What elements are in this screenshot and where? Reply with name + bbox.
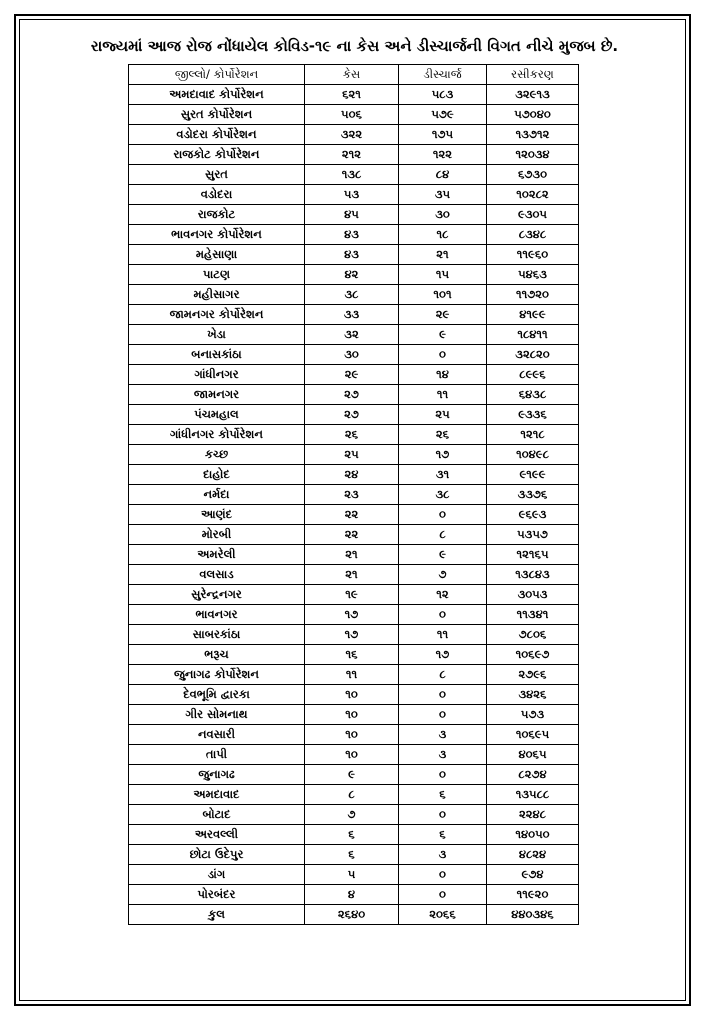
cell-cases: ૨૭ (305, 385, 399, 405)
cell-cases: ૧૯ (305, 585, 399, 605)
cell-cases: ૪૨ (305, 265, 399, 285)
table-row (129, 645, 579, 665)
cell-cases: ૨૪ (305, 465, 399, 485)
table-row (129, 785, 579, 805)
cell-district: મહેસાણા (129, 245, 305, 265)
table-row (129, 245, 579, 265)
table-row (129, 385, 579, 405)
table-row (129, 725, 579, 745)
cell-cases: ૨૬ (305, 425, 399, 445)
cell-cases: ૨૭ (305, 405, 399, 425)
cell-district: વલસાડ (129, 565, 305, 585)
cell-cases: ૨૬૪૦ (305, 905, 399, 925)
cell-vaccination: ૫૩૫૭ (487, 525, 579, 545)
cell-discharge: ૯ (399, 325, 487, 345)
cell-district: છોટા ઉદેપુર (129, 845, 305, 865)
cell-discharge: ૩ (399, 745, 487, 765)
cell-discharge: ૧૨૨ (399, 145, 487, 165)
cell-district: તાપી (129, 745, 305, 765)
cell-vaccination: ૧૨૦૩૪ (487, 145, 579, 165)
cell-district: જામનગર (129, 385, 305, 405)
table-row (129, 885, 579, 905)
cell-discharge: ૦ (399, 505, 487, 525)
cell-discharge: ૬ (399, 825, 487, 845)
cell-discharge: ૧૧ (399, 625, 487, 645)
cell-vaccination: ૮૩૪૮ (487, 225, 579, 245)
cell-vaccination: ૪૦૬૫ (487, 745, 579, 765)
cell-vaccination: ૨૨૪૮ (487, 805, 579, 825)
cell-cases: ૪ (305, 885, 399, 905)
report-title: રાજ્યમાં આજ રોજ નોંધાયેલ કોવિડ-૧૯ ના કેસ અને ડીસ્ચાર્જની વિગત નીચે મુજબ છે. (90, 37, 619, 55)
cell-district: નર્મદા (129, 485, 305, 505)
table-row (129, 765, 579, 785)
cell-vaccination: ૯૬૯૩ (487, 505, 579, 525)
table-row (129, 625, 579, 645)
table-row (129, 545, 579, 565)
table-row (129, 445, 579, 465)
cell-discharge: ૮ (399, 525, 487, 545)
cell-discharge: ૦ (399, 805, 487, 825)
cell-cases: ૧૦ (305, 685, 399, 705)
cell-vaccination: ૬૭૩૦ (487, 165, 579, 185)
cell-discharge: ૨૦૬૬ (399, 905, 487, 925)
covid-district-table (128, 64, 579, 925)
cell-cases: ૧૭ (305, 625, 399, 645)
table-row (129, 825, 579, 845)
cell-district: સુરત કોર્પોરેશન (129, 105, 305, 125)
cell-vaccination: ૫૭૩ (487, 705, 579, 725)
cell-district: બોટાદ (129, 805, 305, 825)
cell-district: દેવભૂમિ દ્વારકા (129, 685, 305, 705)
table-row (129, 705, 579, 725)
table-row (129, 225, 579, 245)
cell-discharge: ૦ (399, 345, 487, 365)
cell-district: સુરત (129, 165, 305, 185)
cell-district: મોરબી (129, 525, 305, 545)
cell-discharge: ૮૪ (399, 165, 487, 185)
table-row (129, 145, 579, 165)
cell-discharge: ૧૧ (399, 385, 487, 405)
cell-cases: ૨૧ (305, 565, 399, 585)
cell-discharge: ૧૭૫ (399, 125, 487, 145)
cell-district: સાબરકાંઠા (129, 625, 305, 645)
cell-district: ભાવનગર કોર્પોરેશન (129, 225, 305, 245)
cell-cases: ૧૭ (305, 605, 399, 625)
cell-cases: ૧૦ (305, 725, 399, 745)
cell-district: અમરેલી (129, 545, 305, 565)
cell-district: કચ્છ (129, 445, 305, 465)
cell-cases: ૨૯ (305, 365, 399, 385)
cell-cases: ૧૬ (305, 645, 399, 665)
cell-discharge: ૩૮ (399, 485, 487, 505)
cell-district: વડોદરા (129, 185, 305, 205)
table-row (129, 205, 579, 225)
cell-vaccination: ૧૩૫૮૮ (487, 785, 579, 805)
cell-cases: ૯ (305, 765, 399, 785)
table-row (129, 325, 579, 345)
cell-vaccination: ૬૪૩૮ (487, 385, 579, 405)
cell-discharge: ૨૯ (399, 305, 487, 325)
cell-discharge: ૩૧ (399, 465, 487, 485)
cell-district: આણંદ (129, 505, 305, 525)
cell-vaccination: ૧૮૪૧૧ (487, 325, 579, 345)
cell-vaccination: ૧૨૧૬૫ (487, 545, 579, 565)
cell-vaccination: ૧૦૬૯૫ (487, 725, 579, 745)
cell-discharge: ૧૦૧ (399, 285, 487, 305)
cell-district: દાહોદ (129, 465, 305, 485)
cell-cases: ૩૦ (305, 345, 399, 365)
cell-cases: ૮ (305, 785, 399, 805)
table-row (129, 405, 579, 425)
table-row (129, 865, 579, 885)
table-row (129, 665, 579, 685)
cell-discharge: ૧૭ (399, 645, 487, 665)
table-row (129, 345, 579, 365)
cell-discharge: ૩ (399, 845, 487, 865)
table-row (129, 105, 579, 125)
cell-vaccination: ૯૧૯૯ (487, 465, 579, 485)
cell-cases: ૧૧ (305, 665, 399, 685)
cell-vaccination: ૯૩૦૫ (487, 205, 579, 225)
cell-vaccination: ૧૧૭૨૦ (487, 285, 579, 305)
cell-vaccination: ૧૧૯૬૦ (487, 245, 579, 265)
cell-cases: ૪૫ (305, 205, 399, 225)
cell-vaccination: ૧૩૮૪૩ (487, 565, 579, 585)
table-row (129, 805, 579, 825)
table-row (129, 85, 579, 105)
cell-district: પાટણ (129, 265, 305, 285)
cell-district: ખેડા (129, 325, 305, 345)
cell-district: ગાંધીનગર (129, 365, 305, 385)
cell-cases: ૫૦૬ (305, 105, 399, 125)
cell-district: ગાંધીનગર કોર્પોરેશન (129, 425, 305, 445)
cell-cases: ૨૧૨ (305, 145, 399, 165)
cell-cases: ૪૩ (305, 225, 399, 245)
cell-discharge: ૩૦ (399, 205, 487, 225)
cell-vaccination: ૭૮૦૬ (487, 625, 579, 645)
table-row (129, 265, 579, 285)
header-vaccination: રસીકરણ (487, 65, 579, 85)
cell-discharge: ૯ (399, 545, 487, 565)
cell-district: ભરૂચ (129, 645, 305, 665)
cell-district: જામનગર કોર્પોરેશન (129, 305, 305, 325)
cell-vaccination: ૯૭૪ (487, 865, 579, 885)
cell-discharge: ૩ (399, 725, 487, 745)
cell-cases: ૬૨૧ (305, 85, 399, 105)
table-row (129, 165, 579, 185)
cell-district: પંચમહાલ (129, 405, 305, 425)
cell-district: મહીસાગર (129, 285, 305, 305)
cell-vaccination: ૧૪૦૫૦ (487, 825, 579, 845)
cell-discharge: ૧૪ (399, 365, 487, 385)
cell-discharge: ૨૫ (399, 405, 487, 425)
cell-discharge: ૧૨ (399, 585, 487, 605)
cell-discharge: ૦ (399, 885, 487, 905)
cell-discharge: ૦ (399, 605, 487, 625)
table-row (129, 285, 579, 305)
cell-district: ગીર સોમનાથ (129, 705, 305, 725)
cell-district: અમદાવાદ કોર્પોરેશન (129, 85, 305, 105)
cell-cases: ૩૨૨ (305, 125, 399, 145)
cell-district: અમદાવાદ (129, 785, 305, 805)
cell-district: રાજકોટ (129, 205, 305, 225)
cell-discharge: ૦ (399, 765, 487, 785)
cell-discharge: ૨૧ (399, 245, 487, 265)
header-cases: કેસ (305, 65, 399, 85)
cell-discharge: ૩૫ (399, 185, 487, 205)
cell-vaccination: ૫૭૦૪૦ (487, 105, 579, 125)
table-row (129, 305, 579, 325)
header-district: જીલ્લો/ કોર્પોરેશન (129, 65, 305, 85)
cell-cases: ૩૮ (305, 285, 399, 305)
cell-vaccination: ૪૧૯૯ (487, 305, 579, 325)
cell-cases: ૧૦ (305, 705, 399, 725)
cell-vaccination: ૨૭૯૬ (487, 665, 579, 685)
cell-vaccination: ૮૯૯૬ (487, 365, 579, 385)
cell-discharge: ૫૭૯ (399, 105, 487, 125)
table-row (129, 565, 579, 585)
cell-discharge: ૨૬ (399, 425, 487, 445)
cell-discharge: ૧૫ (399, 265, 487, 285)
cell-cases: ૬ (305, 825, 399, 845)
cell-cases: ૨૩ (305, 485, 399, 505)
table-header-row (129, 65, 579, 85)
cell-cases: ૬ (305, 845, 399, 865)
table-row (129, 185, 579, 205)
table-row (129, 605, 579, 625)
table-row (129, 585, 579, 605)
cell-vaccination: ૧૨૧૮ (487, 425, 579, 445)
cell-district: બનાસકાંઠા (129, 345, 305, 365)
table-row (129, 465, 579, 485)
cell-vaccination: ૪૮૨૪ (487, 845, 579, 865)
cell-cases: ૨૨ (305, 505, 399, 525)
cell-cases: ૫ (305, 865, 399, 885)
cell-district: સુરેન્દ્રનગર (129, 585, 305, 605)
cell-vaccination: ૩૩૭૬ (487, 485, 579, 505)
cell-district: રાજકોટ કોર્પોરેશન (129, 145, 305, 165)
cell-vaccination: ૧૦૬૯૭ (487, 645, 579, 665)
table-total-row (129, 905, 579, 925)
cell-discharge: ૦ (399, 685, 487, 705)
cell-cases: ૪૩ (305, 245, 399, 265)
cell-vaccination: ૩૪૨૬ (487, 685, 579, 705)
cell-cases: ૭ (305, 805, 399, 825)
cell-district: ભાવનગર (129, 605, 305, 625)
cell-district: નવસારી (129, 725, 305, 745)
cell-district: કુલ (129, 905, 305, 925)
table-row (129, 525, 579, 545)
cell-cases: ૧૦ (305, 745, 399, 765)
cell-discharge: ૮ (399, 665, 487, 685)
cell-discharge: ૧૮ (399, 225, 487, 245)
cell-cases: ૧૩૮ (305, 165, 399, 185)
cell-cases: ૩૨ (305, 325, 399, 345)
table-row (129, 845, 579, 865)
cell-district: વડોદરા કોર્પોરેશન (129, 125, 305, 145)
cell-cases: ૫૩ (305, 185, 399, 205)
cell-vaccination: ૩૨૮૨૦ (487, 345, 579, 365)
table-row (129, 425, 579, 445)
cell-vaccination: ૫૪૬૩ (487, 265, 579, 285)
cell-vaccination: ૧૩૭૧૨ (487, 125, 579, 145)
cell-discharge: ૦ (399, 865, 487, 885)
cell-vaccination: ૯૩૩૬ (487, 405, 579, 425)
table-row (129, 125, 579, 145)
cell-district: ડાંગ (129, 865, 305, 885)
cell-vaccination: ૧૦૪૯૮ (487, 445, 579, 465)
cell-discharge: ૬ (399, 785, 487, 805)
cell-discharge: ૭ (399, 565, 487, 585)
cell-discharge: ૫૮૩ (399, 85, 487, 105)
cell-district: જુનાગઢ કોર્પોરેશન (129, 665, 305, 685)
table-row (129, 365, 579, 385)
cell-vaccination: ૩૦૫૩ (487, 585, 579, 605)
cell-discharge: ૦ (399, 705, 487, 725)
cell-cases: ૨૧ (305, 545, 399, 565)
cell-vaccination: ૪૪૦૩૪૬ (487, 905, 579, 925)
cell-district: પોરબંદર (129, 885, 305, 905)
cell-vaccination: ૧૦૨૮૨ (487, 185, 579, 205)
table-row (129, 505, 579, 525)
cell-cases: ૩૩ (305, 305, 399, 325)
cell-vaccination: ૩૨૯૧૩ (487, 85, 579, 105)
table-row (129, 745, 579, 765)
cell-vaccination: ૧૧૩૪૧ (487, 605, 579, 625)
table-row (129, 685, 579, 705)
table-row (129, 485, 579, 505)
cell-district: જુનાગઢ (129, 765, 305, 785)
cell-discharge: ૧૭ (399, 445, 487, 465)
cell-cases: ૨૫ (305, 445, 399, 465)
cell-cases: ૨૨ (305, 525, 399, 545)
header-discharge: ડીસ્ચાર્જ (399, 65, 487, 85)
cell-vaccination: ૮૨૭૪ (487, 765, 579, 785)
cell-district: અરવલ્લી (129, 825, 305, 845)
cell-vaccination: ૧૧૯૨૦ (487, 885, 579, 905)
